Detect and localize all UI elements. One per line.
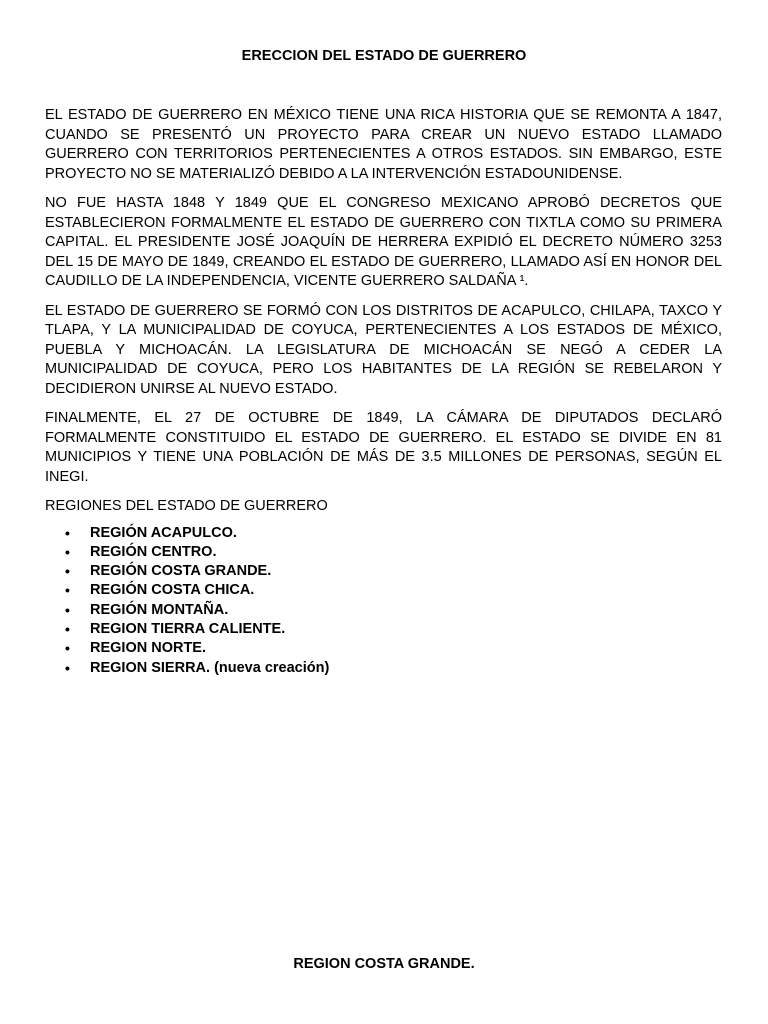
bullet-icon: • (65, 524, 70, 541)
paragraph-decrees-1848-1849: NO FUE HASTA 1848 Y 1849 QUE EL CONGRESO MEXICANO APROBÓ DECRETOS QUE ESTABLECIERON FORMALMENTE EL ESTADO DE GUERRERO CON TIXTLA COMO SU PRIMERA CAPITAL. EL PRESIDENTE JOSÉ JOAQUÍN DE HERRERA EXPIDIÓ EL DECRETO NÚMERO 3253 DEL 15 DE MAYO DE 1849, CREANDO EL ESTADO DE GUERRERO, LLAMADO ASÍ EN HONOR DEL CAUDILLO DE LA INDEPENDENCIA, VICENTE GUERRERO SALDAÑA ¹. (45, 195, 722, 289)
region-label: REGIÓN COSTA GRANDE. (90, 563, 272, 580)
region-label: REGIÓN COSTA CHICA. (90, 582, 255, 599)
bullet-icon: • (65, 659, 70, 676)
region-label: REGIÓN MONTAÑA. (90, 601, 229, 618)
bullet-icon: • (65, 620, 70, 637)
bullet-icon: • (65, 582, 70, 599)
list-item (65, 581, 722, 600)
list-item (65, 562, 722, 581)
region-label: REGIÓN ACAPULCO. (90, 524, 237, 541)
list-item (65, 601, 722, 620)
regions-heading: REGIONES DEL ESTADO DE GUERRERO (45, 498, 328, 514)
bullet-icon: • (65, 640, 70, 657)
paragraph-districts-formation: EL ESTADO DE GUERRERO SE FORMÓ CON LOS DISTRITOS DE ACAPULCO, CHILAPA, TAXCO Y TLAPA, Y LA MUNICIPALIDAD DE COYUCA, PERTENECIENTES A LOS ESTADOS DE MÉXICO, PUEBLA Y MICHOACÁN. LA LEGISLATURA DE MICHOACÁN SE NEGÓ A CEDER LA MUNICIPALIDAD DE COYUCA, PERO LOS HABITANTES DE LA REGIÓN SE REBELARON Y DECIDIERON UNIRSE AL NUEVO ESTADO. (45, 302, 722, 397)
regions-list (45, 524, 722, 678)
list-item (65, 543, 722, 562)
paragraph-constitution-1849: FINALMENTE, EL 27 DE OCTUBRE DE 1849, LA CÁMARA DE DIPUTADOS DECLARÓ FORMALMENTE CONSTITUIDO EL ESTADO DE GUERRERO. EL ESTADO SE DIVIDE EN 81 MUNICIPIOS Y TIENE UNA POBLACIÓN DE MÁS DE 3.5 MILLONES DE PERSONAS, SEGÚN EL INEGI. (45, 410, 722, 485)
section-heading-costa-grande: REGION COSTA GRANDE. (293, 956, 475, 972)
region-label: REGION TIERRA CALIENTE. (90, 620, 286, 637)
region-label: REGIÓN CENTRO. (90, 543, 217, 560)
bullet-icon: • (65, 563, 70, 580)
paragraph-history-1847: EL ESTADO DE GUERRERO EN MÉXICO TIENE UNA RICA HISTORIA QUE SE REMONTA A 1847, CUANDO SE PRESENTÓ UN PROYECTO PARA CREAR UN NUEVO ESTADO LLAMADO GUERRERO CON TERRITORIOS PERTENECIENTES A OTROS ESTADOS. SIN EMBARGO, ESTE PROYECTO NO SE MATERIALIZÓ DEBIDO A LA INTERVENCIÓN ESTADOUNIDENSE. (45, 107, 722, 182)
list-item (65, 524, 722, 543)
list-item (65, 639, 722, 658)
bullet-icon: • (65, 543, 70, 560)
list-item (65, 620, 722, 639)
region-label: REGION SIERRA. (nueva creación) (90, 659, 330, 676)
region-label: REGION NORTE. (90, 640, 207, 657)
bullet-icon: • (65, 601, 70, 618)
list-item (65, 659, 722, 678)
document-body (45, 106, 722, 678)
document-title: ERECCION DEL ESTADO DE GUERRERO (241, 48, 527, 64)
